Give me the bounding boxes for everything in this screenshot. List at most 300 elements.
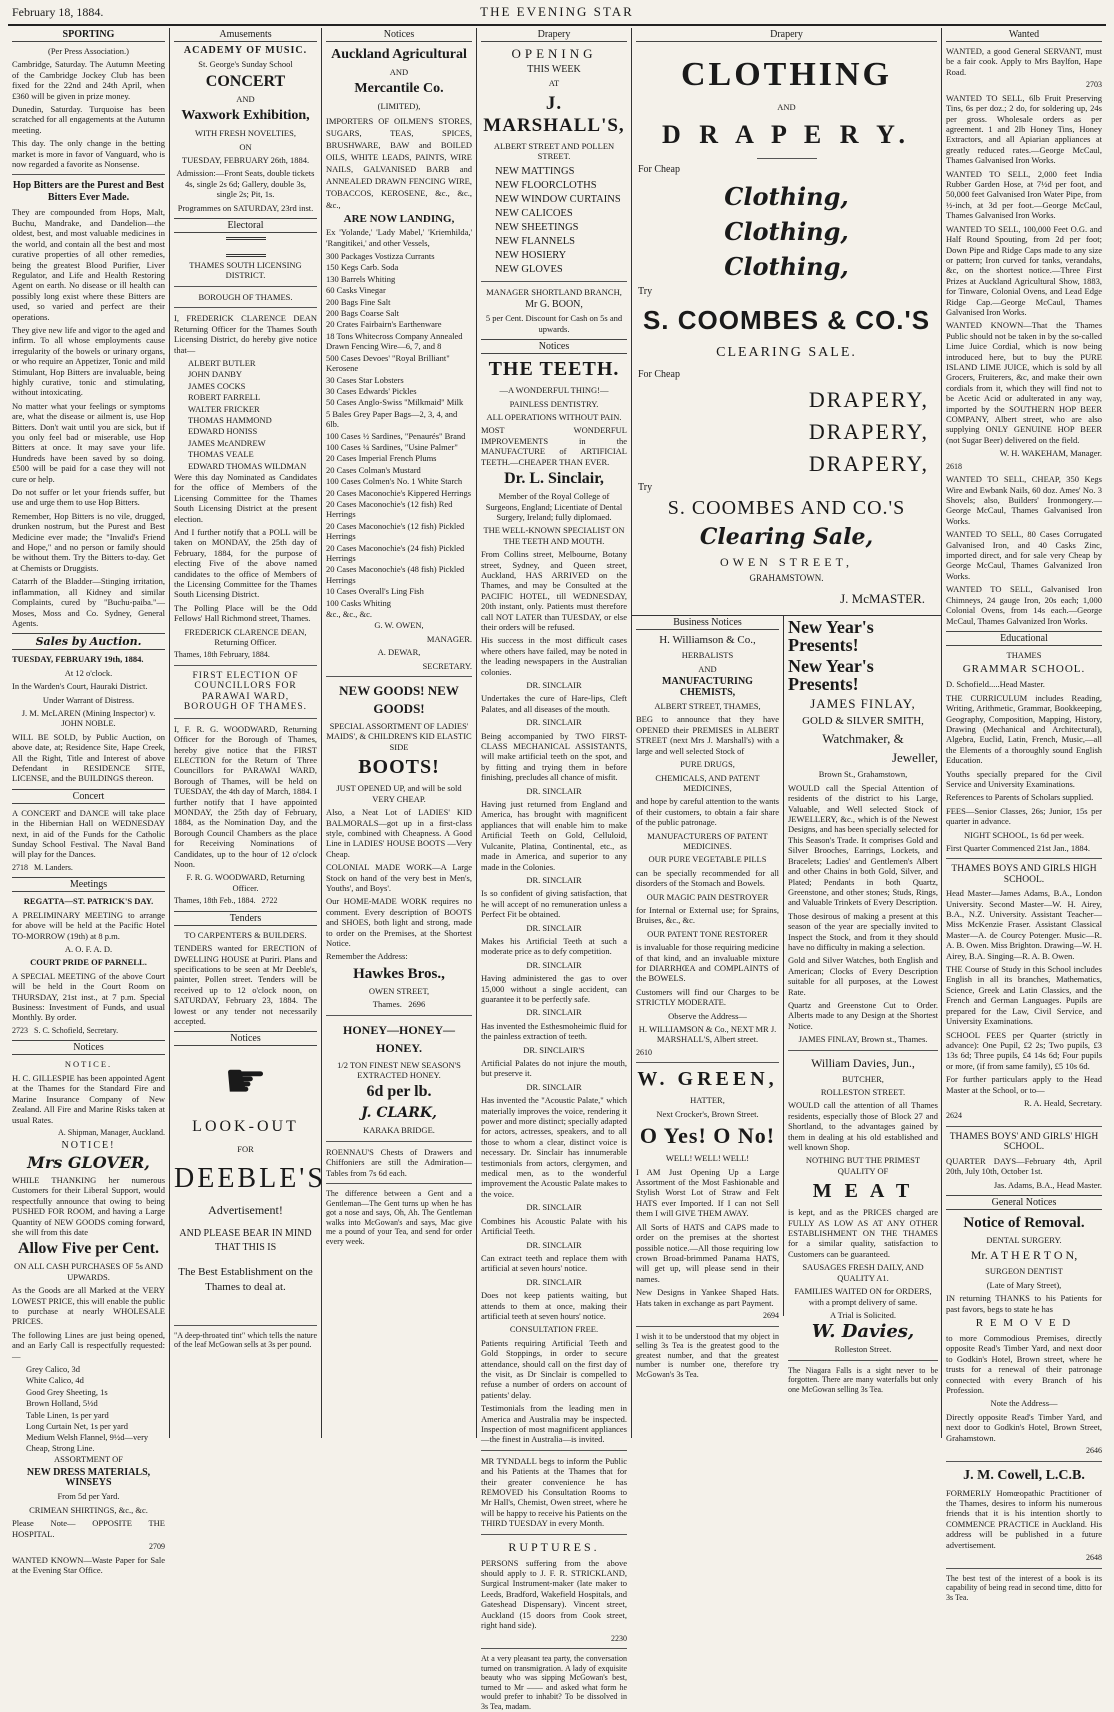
list-item: JAMES McANDREW [188, 437, 266, 448]
press-credit: (Per Press Association.) [48, 46, 129, 56]
section-header-electoral: Electoral [174, 218, 317, 233]
list-item: THOMAS VEALE [188, 449, 254, 460]
discount: 5 per Cent. Discount for Cash on 5s and upwards. [485, 313, 623, 334]
mcgowan-filler: I wish it to be understood that my object in selling 3s Tea is the greatest good to the greatest number, and that the greatest number is number one, therefore try McGowan's 3s Tea. [636, 1331, 779, 1379]
list-item: NEW HOSIERY [495, 249, 567, 261]
all-ops: ALL OPERATIONS WITHOUT PAIN. [486, 412, 622, 423]
glover-name: Mrs GLOVER, [27, 1152, 150, 1172]
teeth-text: Can extract teeth and replace them with artificial at seven hours' notice. [481, 1252, 627, 1274]
company-name: Auckland Agricultural [331, 47, 467, 62]
business-split [632, 615, 941, 1394]
list-item: 500 Cases Devoes' "Royal Brilliant" Kerosene [326, 352, 450, 374]
nothing: NOTHING BUT THE PRIMEST QUALITY OF [805, 1155, 921, 1176]
williamson-text: BEG to announce that they have OPENED their PREMISES in ALBERT STREET (next Mrs J. Marshall's) with a large and well selected Stock of [636, 714, 779, 756]
observe: Observe the Address— [668, 1010, 747, 1021]
teeth-text: Artificial Palates do not injure the mouth, but preserve it. [481, 1058, 627, 1079]
painless: PAINLESS DENTISTRY. [509, 398, 599, 409]
oyes: O Yes! O No! [639, 1123, 776, 1149]
drapery-title: D R A P E R Y. [662, 120, 911, 150]
teeth-text: Has invented the Esthesmoheimic fluid for the painless extraction of teeth. [481, 1020, 627, 1042]
branch-manager: MANAGER SHORTLAND BRANCH, [486, 286, 622, 297]
pure-drugs: PURE DRUGS, [680, 759, 735, 770]
owen-name: G. W. OWEN, [374, 620, 424, 631]
butcher: BUTCHER, [842, 1073, 884, 1084]
jeweller: Jeweller, [891, 750, 938, 766]
heald-signature: R. A. Heald, Secretary. [1023, 1097, 1102, 1108]
marshall-name: J. MARSHALL'S, [483, 92, 625, 136]
green-name: W. GREEN, [637, 1068, 778, 1091]
boots-text: COLONIAL MADE WORK—A Large Stock on hand of the very best in Men's, Youths', and Boys'. [326, 862, 472, 893]
cowell-text: FORMERLY Homœopathic Practitioner of the Thames, desires to inform his numerous friends that it is his intention shortly to COMMENCE PRACTICE in Auckland. His address will be published in a future advertisement. [946, 1487, 1102, 1550]
cargo-list [326, 251, 472, 619]
teeth-text: From Collins street, Melbourne, Botany street, Sydney, and Queen street, Auckland, HAS ARRIVED on the Thames, and may be Consulted at the PACIFIC HOTEL, till WEDNESDAY, 20th instant, only. Patients must therefore call NOT LATER than TUESDAY, or else their orders will be refused. [481, 549, 627, 632]
finlay-text: Quartz and Greenstone Cut to Order. Alberts made to any Design at the Shortest Notice. [788, 999, 938, 1031]
tenders-body: TENDERS wanted for ERECTION of DWELLING HOUSE at Puriri. Plans and specifications to be seen at Mr Deeble's, painter, Pollen street. Tenders will be received up to 12 o'clock noon, on SATURDAY, February 23, 1884. The lowest or any tender not necessarily accepted. [174, 943, 317, 1027]
divider [946, 1126, 1102, 1127]
section-header-notices: Notices [326, 28, 472, 42]
night-school: NIGHT SCHOOL, 1s 6d per week. [963, 829, 1084, 840]
dr-sinclair: DR. SINCLAIR [526, 1202, 582, 1213]
finlay-text: Those desirous of making a present at this season of the year are specially invited to Inspect the Stock, and from it they should have no difficulty in making a selection. [788, 910, 938, 952]
pain-head: OUR MAGIC PAIN DESTROYER [646, 891, 769, 902]
woodward-signature: F. R. G. WOODWARD, Returning Officer. [186, 872, 305, 893]
masthead [8, 2, 1106, 26]
clark-name: J. CLARK, [361, 1105, 437, 1122]
hop-bitters-text: Remember, Hop Bitters is no vile, drugged, drunken nostrum, but the Purest and Best Medicine ever made; the "Invalid's Friend and Hope," and no person or family should be without them. Try the Bitters to-day. Get at Chemists or Druggists. [12, 510, 165, 573]
sinclair-member: Member of the Royal College of Surgeons, England; Licentiate of Dental Surgery, Ireland; fully diplomaed. [485, 491, 623, 522]
hat-text: I AM Just Opening Up a Large Assortment of the Most Fashionable and Stylish Worst Lot of Straw and Felt HATS ever Imported. If I can not Sell them I will GIVE THEM AWAY. [636, 1166, 779, 1219]
waste-paper: WANTED KNOWN—Waste Paper for Sale at the Evening Star Office. [12, 1554, 165, 1576]
for-text: FOR [237, 1144, 254, 1155]
williamson-text: is invaluable for those requiring medicine of that kind, and an invaluable mixture for DIARRHŒA and COMPLAINTS of the BOWELS. [636, 942, 779, 984]
teeth-text: Having just returned from England and America, has brought with magnificent appliances that will enable him to make Artificial Teeth on Gold, Celluloid, Vulcanite, Platina, Continental, etc., as made in America, and superior to any made in the Colonies. [481, 799, 627, 872]
schofield: D. Schofield.....Head Master. [946, 679, 1045, 690]
concert-sign: 2718 M. Landers. [12, 862, 73, 872]
sport-item: Dunedin, Saturday. Turquoise has been scratched for all engagements at the Autumn meeting. [12, 104, 165, 135]
note-address: Note the Address— [990, 1398, 1058, 1409]
list-item: 150 Kegs Carb. Soda [326, 262, 399, 273]
section-header-sporting: SPORTING [12, 28, 165, 42]
school: St. George's Sunday School [198, 59, 293, 70]
atherton-address: Directly opposite Read's Timber Yard, and next door to Godkin's Hotel, Brown Street, Grahamstown. [946, 1411, 1102, 1443]
marshall-address: ALBERT STREET AND POLLEN STREET. [493, 140, 615, 162]
boon-name: Mr G. BOON, [525, 299, 583, 311]
teeth-text: His success in the most difficult cases where others have failed, may be noted in the leading newspapers in the Australian colonies. [481, 635, 627, 677]
teeth-text: Patients requiring Artificial Teeth and Gold Stoppings, in order to secure attendance, should call on the first day of the visit, as Dr Sinclair is compelled to refuse a number of orders on account of patients' delay. [481, 1337, 627, 1400]
dr-sinclair: DR. SINCLAIR [526, 680, 582, 690]
list-item: Medium Welsh Flannel, 9½d—very Cheap, Strong Line. [26, 1432, 149, 1453]
list-item: JOHN DANBY [188, 369, 243, 380]
column-sporting [8, 28, 170, 1576]
divider [481, 1534, 627, 1535]
dental-surgery: DENTAL SURGERY. [986, 1234, 1062, 1245]
list-item: 50 Cases Anglo-Swiss "Milkmaid" Milk [326, 397, 464, 408]
glover-text: As the Goods are all Marked at the VERY LOWEST PRICE, this will enable the public to purchase at nearly WHOLESALE PRICES. [12, 1285, 165, 1327]
dr-sinclair: DR. SINCLAIR [526, 922, 582, 933]
divider [326, 1141, 472, 1142]
list-item: Table Linen, 1s per yard [26, 1409, 109, 1420]
divider [788, 1050, 938, 1051]
opening: OPENING [511, 46, 597, 61]
clothing-line: Clothing, [724, 251, 849, 281]
glover-body: WHILE THANKING her numerous Customers for their Liberal Support, would respectfully announce that owing to being PUSHED FOR ROOM, and having a Large Quantity of NEW GOODS coming forward, she will from this date [12, 1174, 165, 1237]
list-item: 5 Bales Grey Paper Bags—2, 3, 4, and 6lb. [326, 408, 458, 430]
families: FAMILIES WAITED ON for ORDERS, with a prompt delivery of same. [794, 1286, 932, 1307]
divider [946, 1461, 1102, 1462]
williamson-number: 2610 [636, 1047, 652, 1057]
clearing-sale: CLEARING SALE. [716, 345, 857, 361]
section-header-notices: Notices [174, 1031, 317, 1046]
rolleston-2: Rolleston Street. [834, 1344, 892, 1355]
school-text: SCHOOL FEES per Quarter (strictly in advance): One Pupil, £2 2s; Two pupils, £3 13s 6d; Three pupils, £4 14s 6d; Four pupils or more, (if from same family), £5 10s 6d. [946, 1029, 1102, 1071]
list-item: EDWARD HONISS [188, 426, 258, 437]
regatta-body: A PRELIMINARY MEETING to arrange for above will be held at the Pacific Hotel TO-MORROW (19th) at 8 p.m. [12, 909, 165, 941]
dr-sinclair: DR. SINCLAIR [526, 874, 582, 885]
dr-sinclair: DR. SINCLAIR [526, 1007, 582, 1018]
candidate-list [174, 358, 317, 471]
list-item: WALTER FRICKER [188, 403, 260, 414]
list-item: 30 Cases Star Lobsters [326, 374, 404, 385]
hawkes-name: Hawkes Bros., [353, 965, 445, 982]
list-item: 20 Cases Imperial French Plums [326, 453, 437, 464]
teeth-text: Is so confident of giving satisfaction, that he will accept of no remuneration unless a Perfect Fit be obtained. [481, 888, 627, 920]
company-name-2: Mercantile Co. [354, 81, 444, 97]
business-left [632, 616, 784, 1379]
wanted-ad: WANTED TO SELL, Galvanised Iron Chimneys, 24 gauge Iron, 20s each; 1,000 Colonial Ovens, from 14s each.—George McCaul, Thames Galvanized Iron Works. [946, 584, 1102, 626]
list-item: 300 Packages Vostizza Currants [326, 251, 435, 262]
dress-materials: NEW DRESS MATERIALS, WINSEYS [26, 1466, 151, 1489]
list-item: NEW FLOORCLOTHS [495, 179, 597, 191]
list-item: 100 Casks Whiting [326, 597, 392, 608]
surgeon-dentist: SURGEON DENTIST [985, 1266, 1063, 1277]
finlay-street: Brown St., Grahamstown, [818, 769, 908, 780]
trial: A Trial is Solicited. [829, 1309, 897, 1320]
list-item: Long Curtain Net, 1s per yard [26, 1421, 128, 1432]
grahamstown: GRAHAMSTOWN. [749, 573, 824, 584]
section-header-concert: Concert [12, 789, 165, 804]
teeth-text: Undertakes the cure of Hare-lips, Cleft Palates, and all diseases of the mouth. [481, 693, 627, 714]
dr-sinclair: DR. SINCLAIR [526, 959, 582, 970]
drapery-line: DRAPERY, [808, 386, 929, 412]
assortment: ASSORTMENT OF [53, 1454, 123, 1465]
wanted-ad: WANTED KNOWN—That the Thames Public should not be taken in by the so-called Lime Juice Cordial, which is now being introduced here, but to buy the PURE ISLAND LIME JUICE, which is sold by all Grocers, Fruiterers, &c, and make their own cordials from it, which they will find not to be Acetic Acid or adulterated in any way, imported by the SOUTHERN HOP BEER COMPANY, Albert street, who are also supplying ONLY GENUINE HOP BEER (not Sugar Beer) delivered on the field. [946, 320, 1102, 445]
for-cheap: For Cheap [638, 369, 680, 381]
owen-title: MANAGER. [426, 633, 472, 644]
lookout: LOOK-OUT [192, 1118, 299, 1136]
coombes-name: S. COOMBES & CO.'S [642, 305, 931, 336]
divider [946, 1568, 1102, 1569]
dr-sinclair: DR. SINCLAIR [526, 1276, 582, 1287]
divider [12, 174, 165, 175]
clothing-title: CLOTHING [680, 56, 893, 93]
divider [326, 1015, 472, 1016]
concert-date: TUESDAY, FEBRUARY 26th, 1884. [181, 155, 310, 166]
address-note: Please Note— OPPOSITE THE HOSPITAL. [12, 1518, 165, 1539]
sale-place: In the Warden's Court, Hauraki District. [12, 681, 148, 692]
programmes: Programmes on SATURDAY, 23rd inst. [177, 202, 314, 213]
new-goods-list [481, 165, 627, 276]
catarrh-ad: Catarrh of the Bladder—Stinging irritation, inflammation, all Kidney and similar Complaints, cured by "Buchu-paiba."—Moses, Moss and Co. Sydney, General Agents. [12, 576, 165, 628]
roennau-ad: ROENNAU'S Chests of Drawers and Chiffoniers are still the Admiration—Tables from 7s 6d each. [326, 1146, 472, 1178]
boots-text: Also, a Neat Lot of LADIES' KID BALMORALS—got up in a first-class style, combined with Cheapness. A Good Line in LADIES' HOUSE BOOTS —Very Cheap. [326, 807, 472, 859]
rolleston: ROLLESTON STREET. [820, 1087, 906, 1097]
list-item: NEW WINDOW CURTAINS [495, 193, 621, 205]
owen-street: OWEN STREET, [368, 985, 430, 996]
school-text: References to Parents of Scholars supplied. [946, 792, 1094, 803]
dean-notice: I, FREDERICK CLARENCE DEAN Returning Officer for the Thames South Licensing District, do hereby give notice that— [174, 313, 317, 355]
dress-sub: From 5d per Yard. [57, 1491, 120, 1502]
vessels: Ex 'Yolande,' 'Lady Mabel,' 'Kriemhilda,' 'Rangitikei,' and other Vessels, [326, 227, 472, 248]
column-amusements [170, 28, 326, 1438]
wanted-number: 2703 [1086, 80, 1102, 90]
dr-sinclair: DR. SINCLAIR [526, 717, 582, 728]
adams-signature: Jas. Adams, B.A., Head Master. [993, 1179, 1102, 1190]
deebles: DEEBLE'S [174, 1162, 326, 1194]
sinclair-specialist: THE WELL-KNOWN SPECIALIST ON THE TEETH AND MOUTH. [483, 525, 625, 546]
cowell-number: 2648 [1086, 1553, 1102, 1563]
section-header-general: General Notices [946, 1195, 1102, 1210]
coombes-name-2: S. COOMBES AND CO.'S [667, 497, 906, 520]
high-school-2: THAMES BOYS' AND GIRLS' HIGH SCHOOL. [949, 1131, 1099, 1153]
just-opened: JUST OPENED UP, and will be sold VERY CHEAP. [336, 783, 462, 804]
crocker: Next Crocker's, Brown Street. [656, 1108, 759, 1119]
divider [174, 665, 317, 666]
divider [636, 1062, 779, 1063]
williamson-text: can be specially recommended for all disorders of the Stomach and Bowels. [636, 867, 779, 889]
dean-notice: Were this day Nominated as Candidates for the office of Members of the Licensing Committee for the Thames South Licensing District at the present election. [174, 471, 317, 524]
albert-street: ALBERT STREET, THAMES, [654, 701, 761, 712]
school-text: THE Course of Study in this School includes English in all its branches, Mathematics, Science, Greek and Latin Classics, and the French and German Languages. Pupils are prepared for the Law, Civil Service, and University Examinations. [946, 964, 1102, 1027]
hat-text: New Designs in Yankee Shaped Hats. Hats taken in exchange as part Payment. [636, 1287, 779, 1308]
manufacturers: MANUFACTURERS OF PATENT MEDICINES. [647, 830, 768, 851]
list-item: &c., &c., &c. [326, 609, 373, 620]
please-bear: AND PLEASE BEAR IN MIND THAT THIS IS [179, 1227, 312, 1253]
mcgowan-filler: "A deep-throated tint" which tells the nature of the leaf McGowan sells at 3s per pound. [174, 1330, 317, 1350]
sausages: SAUSAGES FRESH DAILY, AND QUALITY A1. [802, 1262, 924, 1283]
dewar-name: A. DEWAR, [377, 647, 421, 658]
tyndall-ad: MR TYNDALL begs to inform the Public and his Patients at the Thames that for their greater convenience he has REMOVED his Consultation Rooms to Mr Hall's, Chemist, Owen street, where he will be happy to receive his Patients on the THIRD TUESDAY in every Month. [481, 1455, 627, 1529]
divider [636, 1326, 779, 1327]
dr-sinclair: DR. SINCLAIR [526, 1239, 582, 1250]
list-item: THOMAS HAMMOND [188, 414, 272, 425]
list-item: ROBERT FARRELL [188, 392, 261, 403]
sale-date: TUESDAY, FEBRUARY 19th, 1884. [12, 654, 144, 665]
hawkes-thames: Thames. 2696 [372, 999, 426, 1010]
list-item: NEW CALICOES [495, 207, 573, 219]
note-number: 2709 [149, 1542, 165, 1552]
section-header-auction: Sales by Auction. [12, 633, 165, 650]
crimean: CRIMEAN SHIRTINGS, &c., &c. [29, 1504, 148, 1515]
divider [326, 1183, 472, 1184]
carpenters-head: TO CARPENTERS & BUILDERS. [184, 929, 307, 940]
hatter: HATTER, [690, 1095, 725, 1106]
williamson-text: for Internal or External use; for Sprains, Bruises, &c., &c. [636, 904, 779, 926]
new-years-presents-2: New Year's Presents! [788, 656, 874, 695]
goldsmith: GOLD & SILVER SMITH, [802, 715, 924, 728]
regatta-head: REGATTA—ST. PATRICK'S DAY. [23, 896, 154, 907]
for-cheap: For Cheap [638, 164, 680, 176]
issue-date: February 18, 1884. [12, 5, 104, 19]
glover-text: The following Lines are just being opened, and an Early Call is respectfully requested:— [12, 1329, 165, 1361]
wanted-number: 2618 [946, 461, 962, 471]
hat-text: All Sorts of HATS and CAPS made to order on the premises at the shortest possible notice.—All those requiring low crown Broad-brimmed Panama HATS, will get up, will please send in their names. [636, 1221, 779, 1284]
list-item: NEW GLOVES [495, 263, 563, 275]
at-text: AT [548, 78, 560, 89]
removed: R E M O V E D [975, 1317, 1073, 1329]
list-item: 20 Cases Maconochie's (24 fish) Pickled Herrings [326, 542, 465, 563]
school-text: For further particulars apply to the Head Master at the School, or to— [946, 1074, 1102, 1095]
honey-head: HONEY—HONEY—HONEY. [342, 1022, 455, 1055]
school-text: THE CURRICULUM includes Reading, Writing, Arithmetic, Grammar, Bookkeeping, Geography, Composition, Mapping, History, Drawing (Mechanical and Architectural), Algebra, Euclid, Latin, French, Music,—all the Elements of a thoroughly sound English Education. [946, 692, 1102, 766]
sale-body: WILL BE SOLD, by Public Auction, on above date, at; Residence Site, Hape Creek, All the Right, Title and Interest of above Defendant in RESIDENCE SITE, LICENSE, and the BUILDINGS thereon. [12, 731, 165, 784]
list-item: 30 Cases Edwards' Pickles [326, 385, 417, 396]
dr-sinclair: DR. SINCLAIR [526, 1081, 582, 1092]
dr-sinclair: DR. SINCLAIR [526, 785, 582, 796]
list-item: 20 Cases Maconochie's (12 fish) Red Herrings [326, 498, 453, 520]
teeth-title: THE TEETH. [488, 358, 620, 381]
section-header-wanted: Wanted [946, 28, 1102, 42]
finlay-text: Gold and Silver Watches, both English and American; Clocks of Every Description suitable for all purposes, at the Lowest Rate. [788, 955, 938, 997]
teeth-text: Has invented the "Acoustic Palate," which materially improves the voice, rendering it power and more distinct; specially adapted for actors, actresses, speakers, and to all those to whom a clear, distinct voice is necessary. Dr. Sinclair has innumerable testimonials from actors, clergymen, and medical men, as to the wonderful improvement the Acoustic Palate makes to the voice. [481, 1095, 627, 1199]
notice-of-removal: Notice of Removal. [963, 1214, 1085, 1231]
teeth-text: MOST WONDERFUL IMPROVEMENTS in the MANUFACTURE of ARTIFICIAL TEETH.—CHEAPER THAN EVER. [481, 425, 627, 467]
allow-sub: ON ALL CASH PURCHASES OF 5s AND UPWARDS. [14, 1261, 163, 1282]
section-header-notices: Notices [12, 1040, 165, 1055]
licensing-district: THAMES SOUTH LICENSING DISTRICT. [189, 260, 302, 281]
davies-name: William Davies, Jun., [811, 1055, 915, 1070]
wanted-ad: WANTED TO SELL, 100,000 Feet O.G. and Half Round Spouting, from 2d per foot; Down Pipe and Ridge Caps made to any size or pattern; Iron curved for tanks, verandahs, &c, on the shortest notice.—Three First Prizes at Auckland Agricultural Show, 1883, for Tinware, Colonial Ovens, and Lead Edge Ridge Cap.—George McCaul, Thames Galvanised Iron Works. [946, 223, 1102, 317]
williamson-text: and hope by careful attention to the wants of their customers, to obtain a fair share of the public patronage. [636, 796, 779, 828]
finlay-name: JAMES FINLAY, [810, 696, 916, 712]
teeth-text: Testimonials from the leading men in America and Australia may be inspected. Inspection of most magnificent appliances—the finest in Australia—is invited. [481, 1403, 627, 1445]
and-text: AND [389, 67, 409, 77]
divider [174, 307, 317, 308]
sale-warrant: Under Warrant of Distress. [42, 694, 135, 705]
concert-title: CONCERT [205, 72, 286, 90]
list-item: 20 Crates Fairbairn's Earthenware [326, 319, 442, 330]
list-item: 18 Tons Whitecross Company Annealed Drawn Fencing Wire—6, 7, and 8 [326, 330, 463, 352]
section-header-educational: Educational [946, 631, 1102, 646]
late-of: (Late of Mary Street), [986, 1279, 1062, 1290]
karaka: KARAKA BRIDGE. [363, 1125, 435, 1136]
dean-date: Thames, 18th February, 1884. [174, 650, 270, 660]
sale-time: At 12 o'clock. [64, 667, 113, 678]
waxwork-title: Waxwork Exhibition, [181, 108, 310, 124]
list-item: ALBERT BUTLER [188, 357, 256, 368]
school-text: FEES—Senior Classes, 26s; Junior, 15s per quarter in advance. [946, 805, 1102, 827]
divider [788, 1360, 938, 1361]
parnell-sign: 2723 S. C. Schofield, Secretary. [12, 1025, 119, 1035]
special-assortment: SPECIAL ASSORTMENT OF LADIES' MAIDS', & CHILDREN'S KID ELASTIC SIDE [326, 721, 472, 752]
section-header-amusements: Amusements [174, 28, 317, 42]
list-item: Good Grey Sheeting, 1s [26, 1386, 108, 1397]
honey-price: 6d per lb. [366, 1083, 432, 1101]
list-item: 100 Cases ¼ Sardines, "Usine Palmer" [326, 441, 458, 452]
novelties: WITH FRESH NOVELTIES, [195, 128, 296, 139]
woodward-notice: I, F. R. G. WOODWARD, Returning Officer for the Borough of Thames, hereby give notice that the FIRST ELECTION for the Return of Three Councillors for PARAWAI WARD, Borough of Thames, will be held on TUESDAY, the 4th day of March, 1884. I further notify that I have appointed MONDAY, the 25th day of February, 1884, as the Nomination Day, and the Borough Council Chambers as the place for Receiving Nominations of Candidates, up to the hour of 12 o'clock Noon. [174, 723, 317, 869]
mcmaster: J. McMASTER. [840, 591, 925, 607]
advertisement-text: Advertisement! [208, 1202, 283, 1217]
wanted-ad: WANTED, a good General SERVANT, must be a fair cook. Apply to Mrs Baylfon, Hape Road. [946, 46, 1102, 77]
remember-address: Remember the Address: [326, 951, 408, 962]
chemicals: CHEMICALS, AND PATENT MEDICINES, [655, 772, 760, 793]
list-item: JAMES COCKS [188, 380, 246, 391]
on-text: ON [239, 141, 252, 152]
hop-bitters-text: They are compounded from Hops, Malt, Buchu, Mandrake, and Dandelion—the oldest, best, and most valuable medicines in the world, and contain all the best and most curative properties of all other remedies, being the greatest Blood Purifier, Liver Regulator, and Life and Health Restoring Agent on earth. No disease or ill health can possibly long exist where these Bitters are used, so varied and perfect are their operations. [12, 207, 165, 322]
boots-title: BOOTS! [358, 756, 440, 779]
notice-label: NOTICE. [64, 1059, 113, 1070]
parnell-body: A SPECIAL MEETING of the above Court will be held in the Court Room on THURSDAY, 21st inst., at 7 p.m. Special Business: Investment of Funds, and usual Monthly. By order. [12, 970, 165, 1023]
section-header-business: Business Notices [636, 616, 779, 630]
section-header-drapery: Drapery [481, 28, 627, 42]
mcgowan-filler: The difference between a Gent and a Gentleman—The Gent turns up when he has got a nose and says, Oh, Ah. The Gentleman walks into McGowan's and says, Mac give me a pound of your Tea, and send for order every week. [326, 1189, 472, 1246]
dewar-title: SECRETARY. [422, 660, 472, 671]
sale-parties: J. M. McLAREN (Mining Inspector) v. JOHN NOBLE. [21, 707, 156, 729]
and-text: AND [777, 102, 796, 112]
list-item: Grey Calico, 3d [26, 1364, 81, 1374]
pointing-hand-icon: ☛ [223, 1055, 268, 1109]
wanted-ad: WANTED TO SELL, CHEAP, 350 Kegs Wire and Ewbank Nails, 60 doz. Ames' No. 3 Shovels; also, Builders' Ironmongery.—George McCaul, Thames Galvanised Iron Works. [946, 474, 1102, 526]
drapery-line: DRAPERY, [808, 450, 929, 476]
mcgowan-filler: The Niagara Falls is a sight never to be forgotten. There are many waterfalls but only one McGowan selling 3s Tea. [788, 1365, 938, 1394]
woodward-date: Thames, 18th Feb., 1884. 2722 [174, 896, 278, 906]
honey-ton: 1/2 TON FINEST NEW SEASON'S EXTRACTED HONEY. [337, 1059, 461, 1080]
hop-bitters-text: They give new life and vigor to the aged and infirm. To all whose employments cause irregularity of the bowels or urinary organs, or who require an Appetizer, Tonic and mild Stimulant, Hop Bitters are invaluable, being highly curative, tonic and stimulating, without intoxicating. [12, 324, 165, 398]
this-week: THIS WEEK [527, 64, 581, 75]
try-text: Try [638, 481, 653, 493]
high-school: THAMES BOYS AND GIRLS HIGH SCHOOL. [951, 864, 1097, 885]
dean-notice: And I further notify that a POLL will be taken on MONDAY, the 25th day of February, 1884, for the purpose of electing Five of the above named candidates to the office of Members of the Licensing Committee for the Thames South Licensing District. [174, 527, 317, 600]
list-item: 20 Cases Maconochie's (12 fish) Pickled Herrings [326, 520, 465, 542]
divider [946, 858, 1102, 859]
sinclair-name: Dr. L. Sinclair, [504, 470, 604, 488]
academy: ACADEMY OF MUSIC. [183, 45, 308, 56]
paper-title: THE EVENING STAR [480, 4, 634, 19]
grammar-school: GRAMMAR SCHOOL. [962, 663, 1086, 676]
dean-notice: The Polling Place will be the Odd Fellows' Hall Richmond street, Thames. [174, 602, 317, 624]
hop-bitters-headline: Hop Bitters are the Purest and Best Bitters Ever Made. [12, 180, 165, 204]
wanted-ad: WANTED TO SELL, 6lb Fruit Preserving Tins, 6s per doz.; 2 do, for soldering up, 24s per gross. Wholesale orders as per agreement. 1 and 2lb Honey Tins, Honey Extractors, and all Apiarian appliances at greatly reduced rates.—George McCaul, Thames Galvanised Iron Works. [946, 92, 1102, 166]
watchmaker: Watchmaker, & [822, 731, 904, 747]
divider [481, 1450, 627, 1451]
divider [326, 676, 472, 677]
list-item: NEW SHEETINGS [495, 221, 579, 233]
gillespie-sign: A. Shipman, Manager, Auckland. [58, 1127, 165, 1137]
boots-text: Our HOME-MADE WORK requires no comment. Every description of BOOTS and SHOES, both light and strong, made to order on the Premises, at the Shortest Notice. [326, 896, 472, 948]
sport-item: Cambridge, Saturday. The Autumn Meeting of the Cambridge Jockey Club has been fixed for the 22nd and 24th April, when £360 will be given in prize money. [12, 59, 165, 101]
williamson-address: H. WILLIAMSON & Co., NEXT MR J. MARSHALL'S, Albert street. [638, 1024, 777, 1045]
importers-text: IMPORTERS OF OILMEN'S STORES, SUGARS, TEAS, SPICES, BRUSHWARE, BAW and BOILED OILS, WHITE LEADS, PAINTS, WIRE NAILS, GALVANISED BARB and ANNEALED DRAWN FENCING WIRE, TOBACCOS, KEROSENE, &c., &c., &c., [326, 115, 472, 210]
list-item: 60 Casks Vinegar [326, 285, 386, 296]
admission: Admission:—Front Seats, double tickets 4s, single 2s 6d; Gallery, double 3s, single 2s; Pit, 1s. [176, 168, 315, 200]
finlay-signature: JAMES FINLAY, Brown st., Thames. [798, 1034, 928, 1045]
atherton-text: to more Commodious Premises, directly opposite Read's Timber Yard, and next door to Godkin's Hotel, Brown street, where he trusts for a renewal of their patronage connected with every Branch of his Profession. [946, 1333, 1102, 1396]
list-item: 100 Cases ½ Sardines, "Penaurés" Brand [326, 430, 466, 441]
teeth-text: Does not keep patients waiting, but attends to them at once, making their artificial teeth at seven hours' notice. [481, 1290, 627, 1321]
aofad: A. O. F. A. D. [64, 944, 113, 955]
new-goods: NEW GOODS! NEW GOODS! [339, 683, 459, 717]
section-header-notices: Notices [481, 339, 627, 354]
column-drapery-wide [632, 28, 942, 1438]
divider [174, 718, 317, 719]
list-item: 10 Cases Overall's Ling Fish [326, 586, 424, 597]
well: WELL! WELL! WELL! [665, 1153, 750, 1164]
teeth-text: Combines his Acoustic Palate with his Artificial Teeth. [481, 1215, 627, 1237]
mcgowan-filler: At a very pleasant tea party, the conversation turned on transmigration. A lady of exquisite beauty who was sipping McGowan's best, turned to Mr —— and asked what form he would prefer to inhabit? To be dissolved in 3s Tea, madam. [481, 1654, 627, 1712]
parnell-head: COURT PRIDE OF PARNELL. [30, 957, 147, 968]
divider [481, 1648, 627, 1649]
pills-head: OUR PURE VEGETABLE PILLS [648, 854, 767, 865]
